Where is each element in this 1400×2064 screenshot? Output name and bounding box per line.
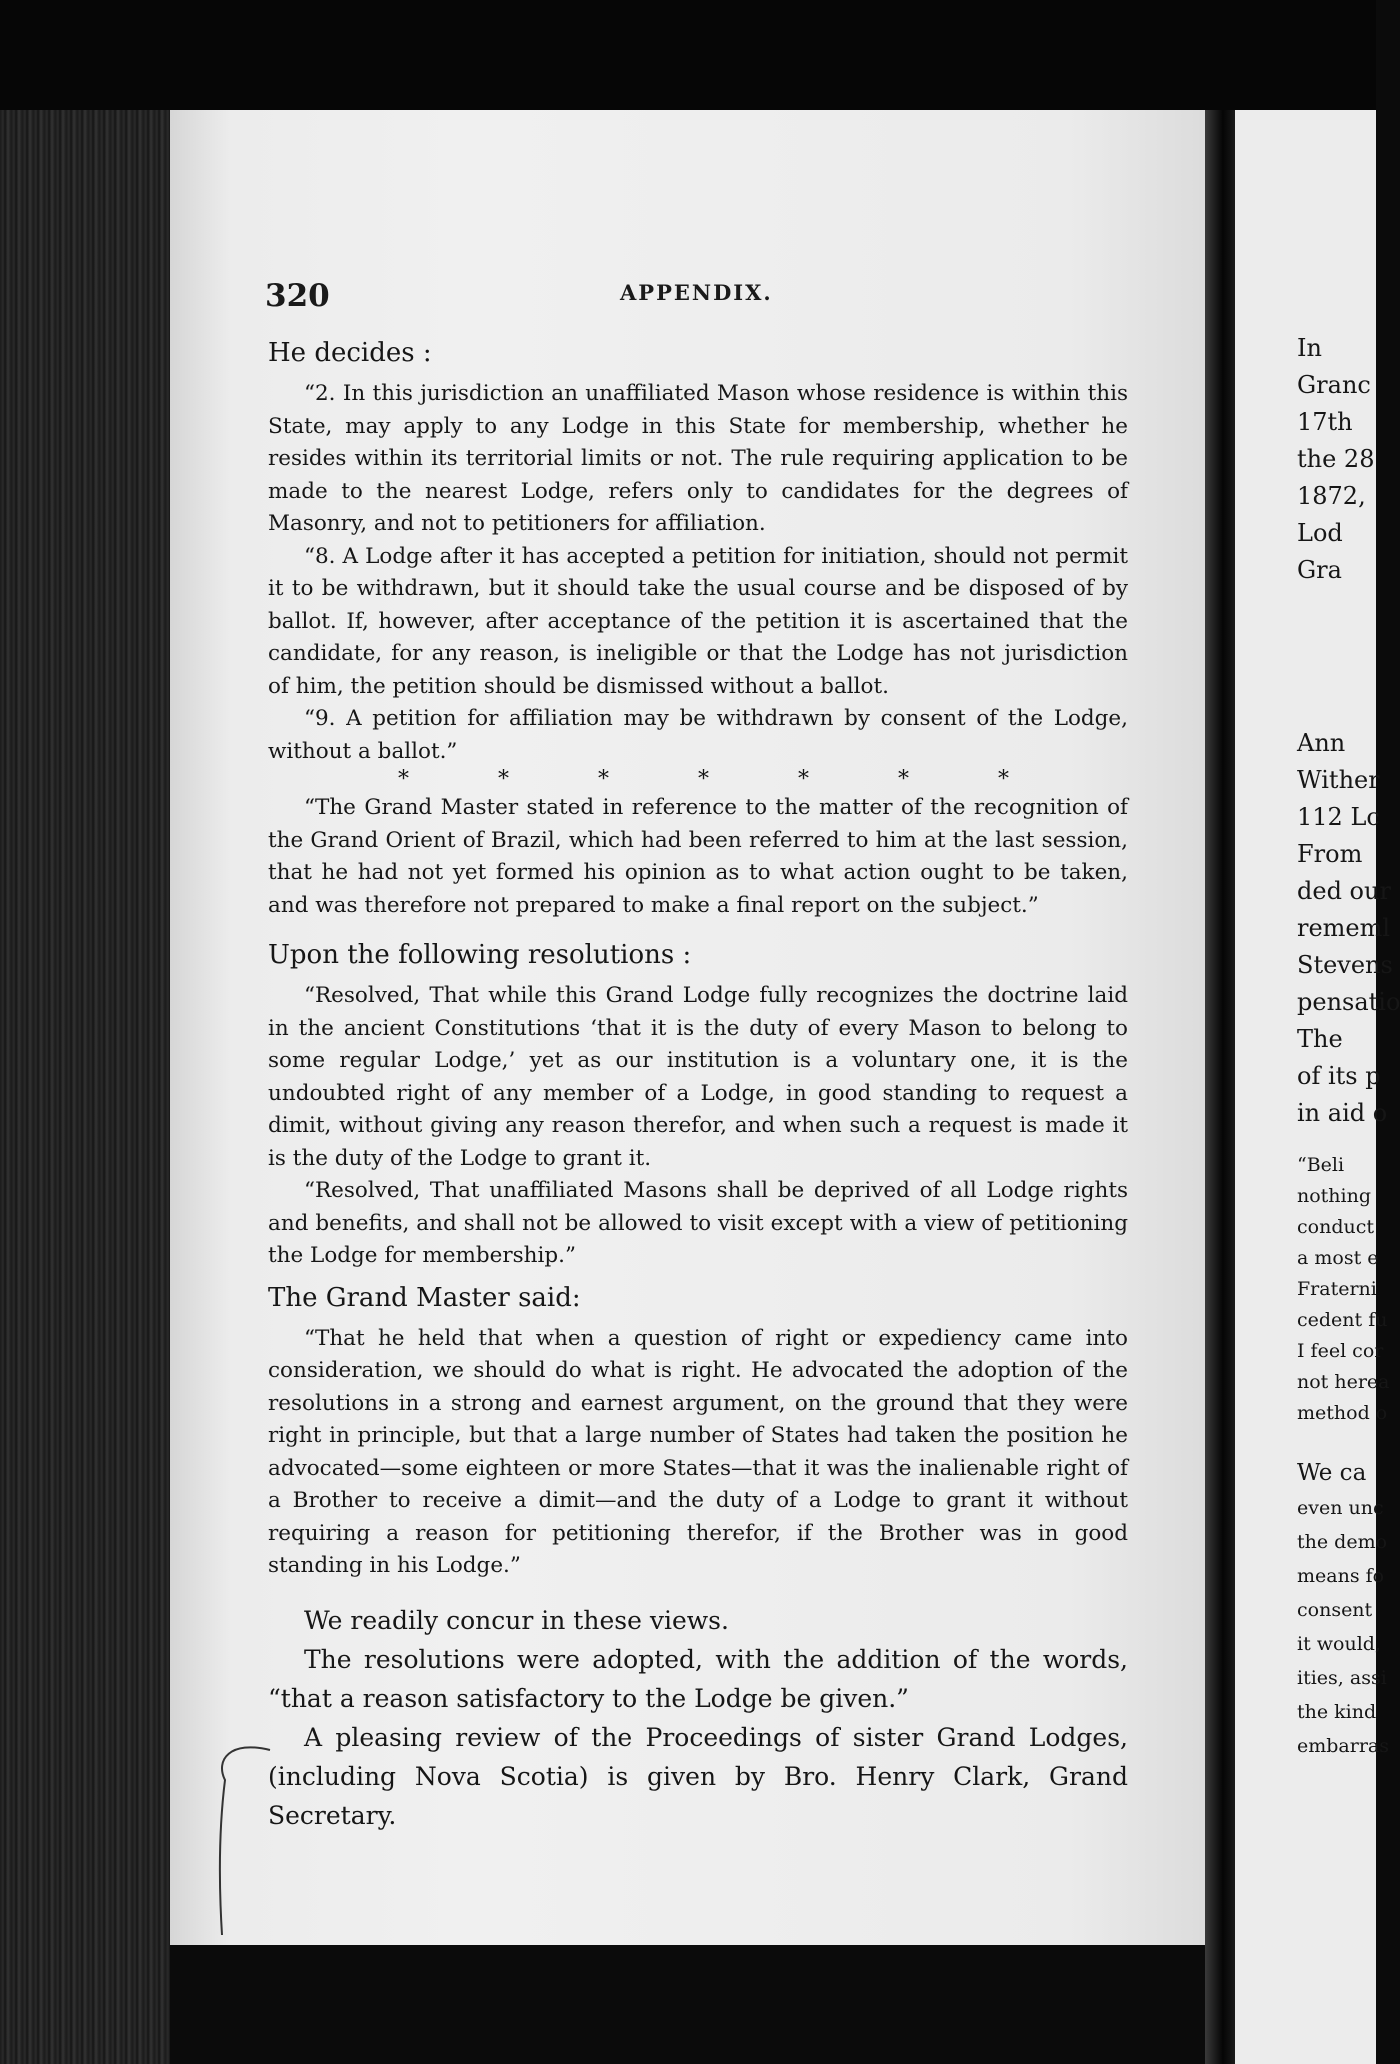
paragraph-concur: We readily concur in these views. bbox=[304, 1605, 729, 1635]
right-line: Ann bbox=[1297, 729, 1346, 757]
right-line: The bbox=[1297, 1025, 1343, 1053]
paragraph-pleasing-review: A pleasing review of the Proceedings of sister Grand Lodges, (including Nova Scotia) is given by Bro. Henry Clark, Grand Secretary. bbox=[268, 1722, 1128, 1830]
right-line: 17th bbox=[1297, 408, 1353, 436]
paragraph-grand-master-quote: “That he held that when a question of right or expediency came into consideration, we should do what is right. He advocated the adoption of the resolutions in a strong and earnest argument, on the ground that they were right in principle, but that a large number of States had taken the position he advocated—some eighteen or more States—that it was the inalienable right of a Brother to receive a dimit—and the duty of a Lodge to grant it without requiring a reason for petitioning therefor, if the Brother was in good standing in his Lodge.” bbox=[268, 1325, 1128, 1578]
paragraph-grand-orient-brazil: “The Grand Master stated in reference to the matter of the recognition of the Grand Orient of Brazil, which had been referred to him at the last session, that he had not yet formed his opinion as to what action ought to be taken, and was therefore not prepared to make a final report on the subject.” bbox=[268, 795, 1128, 918]
right-line: the 28 bbox=[1297, 445, 1375, 473]
ellipsis-stars: * * * * * * * bbox=[398, 767, 1009, 792]
right-line: Gra bbox=[1297, 556, 1342, 584]
right-line: Lod bbox=[1297, 519, 1343, 547]
right-line: method o bbox=[1297, 1402, 1388, 1424]
paragraph-resolved-2: “Resolved, That unaffiliated Masons shall be deprived of all Lodge rights and benefits, and shall not be allowed to visit except with a view of petitioning the Lodge for membership.” bbox=[268, 1178, 1128, 1268]
paragraph-resolved-1: “Resolved, That while this Grand Lodge fully recognizes the doctrine laid in the ancient Constitutions ‘that it is the duty of every Mason to belong to some regular Lodge,’ yet as our institution is a voluntary one, it is the undoubted right of any member of a Lodge, in good standing to request a dimit, without giving any reason therefor, and when such a request is made it is the duty of the Lodge to grant it. bbox=[268, 983, 1128, 1171]
right-line: even unc bbox=[1297, 1497, 1384, 1519]
right-line: “Beli bbox=[1297, 1154, 1345, 1176]
right-fragment-block-middle bbox=[1297, 725, 1400, 1132]
main-text-column bbox=[268, 338, 1128, 1835]
right-line: not herea bbox=[1297, 1371, 1390, 1393]
paragraph-decision-2: “2. In this jurisdiction an unaffiliated Mason whose residence is within this State, may apply to any Lodge in this State for membership, whether he resides within its territorial limits or not. The rule requiring application to be made to the nearest Lodge, refers only to candidates for the degrees of Masonry, and not to petitioners for affiliation. bbox=[268, 381, 1128, 536]
right-line: a most e bbox=[1297, 1247, 1379, 1269]
right-line: cedent fu bbox=[1297, 1309, 1388, 1331]
running-title: APPENDIX. bbox=[620, 280, 773, 305]
right-line: We ca bbox=[1297, 1460, 1367, 1486]
right-line: ities, assi bbox=[1297, 1667, 1387, 1689]
paragraph-adopted: The resolutions were adopted, with the addition of the words, “that a reason satisfactory to the Lodge be given.” bbox=[268, 1644, 1128, 1713]
right-fragment-block-quote bbox=[1297, 1150, 1390, 1429]
right-fragment-block-upper bbox=[1297, 330, 1374, 589]
right-line: Granc bbox=[1297, 371, 1371, 399]
right-line: it would, bbox=[1297, 1633, 1381, 1655]
right-line: From bbox=[1297, 840, 1363, 868]
scan-border-top bbox=[0, 0, 1376, 110]
right-line: means fo bbox=[1297, 1565, 1385, 1587]
right-line: Wither bbox=[1297, 766, 1380, 794]
right-line: the kind bbox=[1297, 1701, 1377, 1723]
right-line: conduct bbox=[1297, 1216, 1374, 1238]
running-header bbox=[265, 278, 1135, 318]
right-line: of its p bbox=[1297, 1062, 1381, 1090]
paragraph-upon-resolutions: Upon the following resolutions : bbox=[268, 940, 692, 970]
right-line: nothing bbox=[1297, 1185, 1372, 1207]
page-number: 320 bbox=[265, 278, 330, 314]
paragraph-grand-master-said: The Grand Master said: bbox=[268, 1282, 581, 1313]
paragraph-decision-8: “8. A Lodge after it has accepted a petition for initiation, should not permit it to be withdrawn, but it should take the usual course and be disposed of by ballot. If, however, after acceptance of the petition it is ascertained that the candidate, for any reason, is ineligible or that the Lodge has not jurisdiction of him, the petition should be dismissed without a ballot. bbox=[268, 543, 1128, 699]
right-line: I feel cor bbox=[1297, 1340, 1384, 1362]
right-line: 1872, bbox=[1297, 482, 1366, 510]
right-line: In bbox=[1297, 334, 1322, 362]
book-gutter bbox=[1205, 110, 1235, 2064]
right-line: consent bbox=[1297, 1599, 1373, 1621]
right-line: Stevens bbox=[1297, 951, 1393, 979]
book-binding-edge bbox=[0, 110, 170, 2064]
right-line: the demo bbox=[1297, 1531, 1388, 1553]
pencil-bracket-mark bbox=[210, 1740, 290, 1940]
right-line: in aid o bbox=[1297, 1099, 1388, 1127]
paragraph-he-decides: He decides : bbox=[268, 338, 432, 368]
right-fragment-block-lower bbox=[1297, 1455, 1389, 1763]
right-line: embarras bbox=[1297, 1735, 1389, 1757]
right-line: 112 Lc bbox=[1297, 803, 1380, 831]
right-line: Fraterni bbox=[1297, 1278, 1377, 1300]
right-line: ded our bbox=[1297, 877, 1391, 905]
right-line: pensatio bbox=[1297, 988, 1400, 1016]
paragraph-decision-9: “9. A petition for affiliation may be withdrawn by consent of the Lodge, without a ballot.” bbox=[268, 706, 1128, 764]
right-line: rememl bbox=[1297, 914, 1391, 942]
